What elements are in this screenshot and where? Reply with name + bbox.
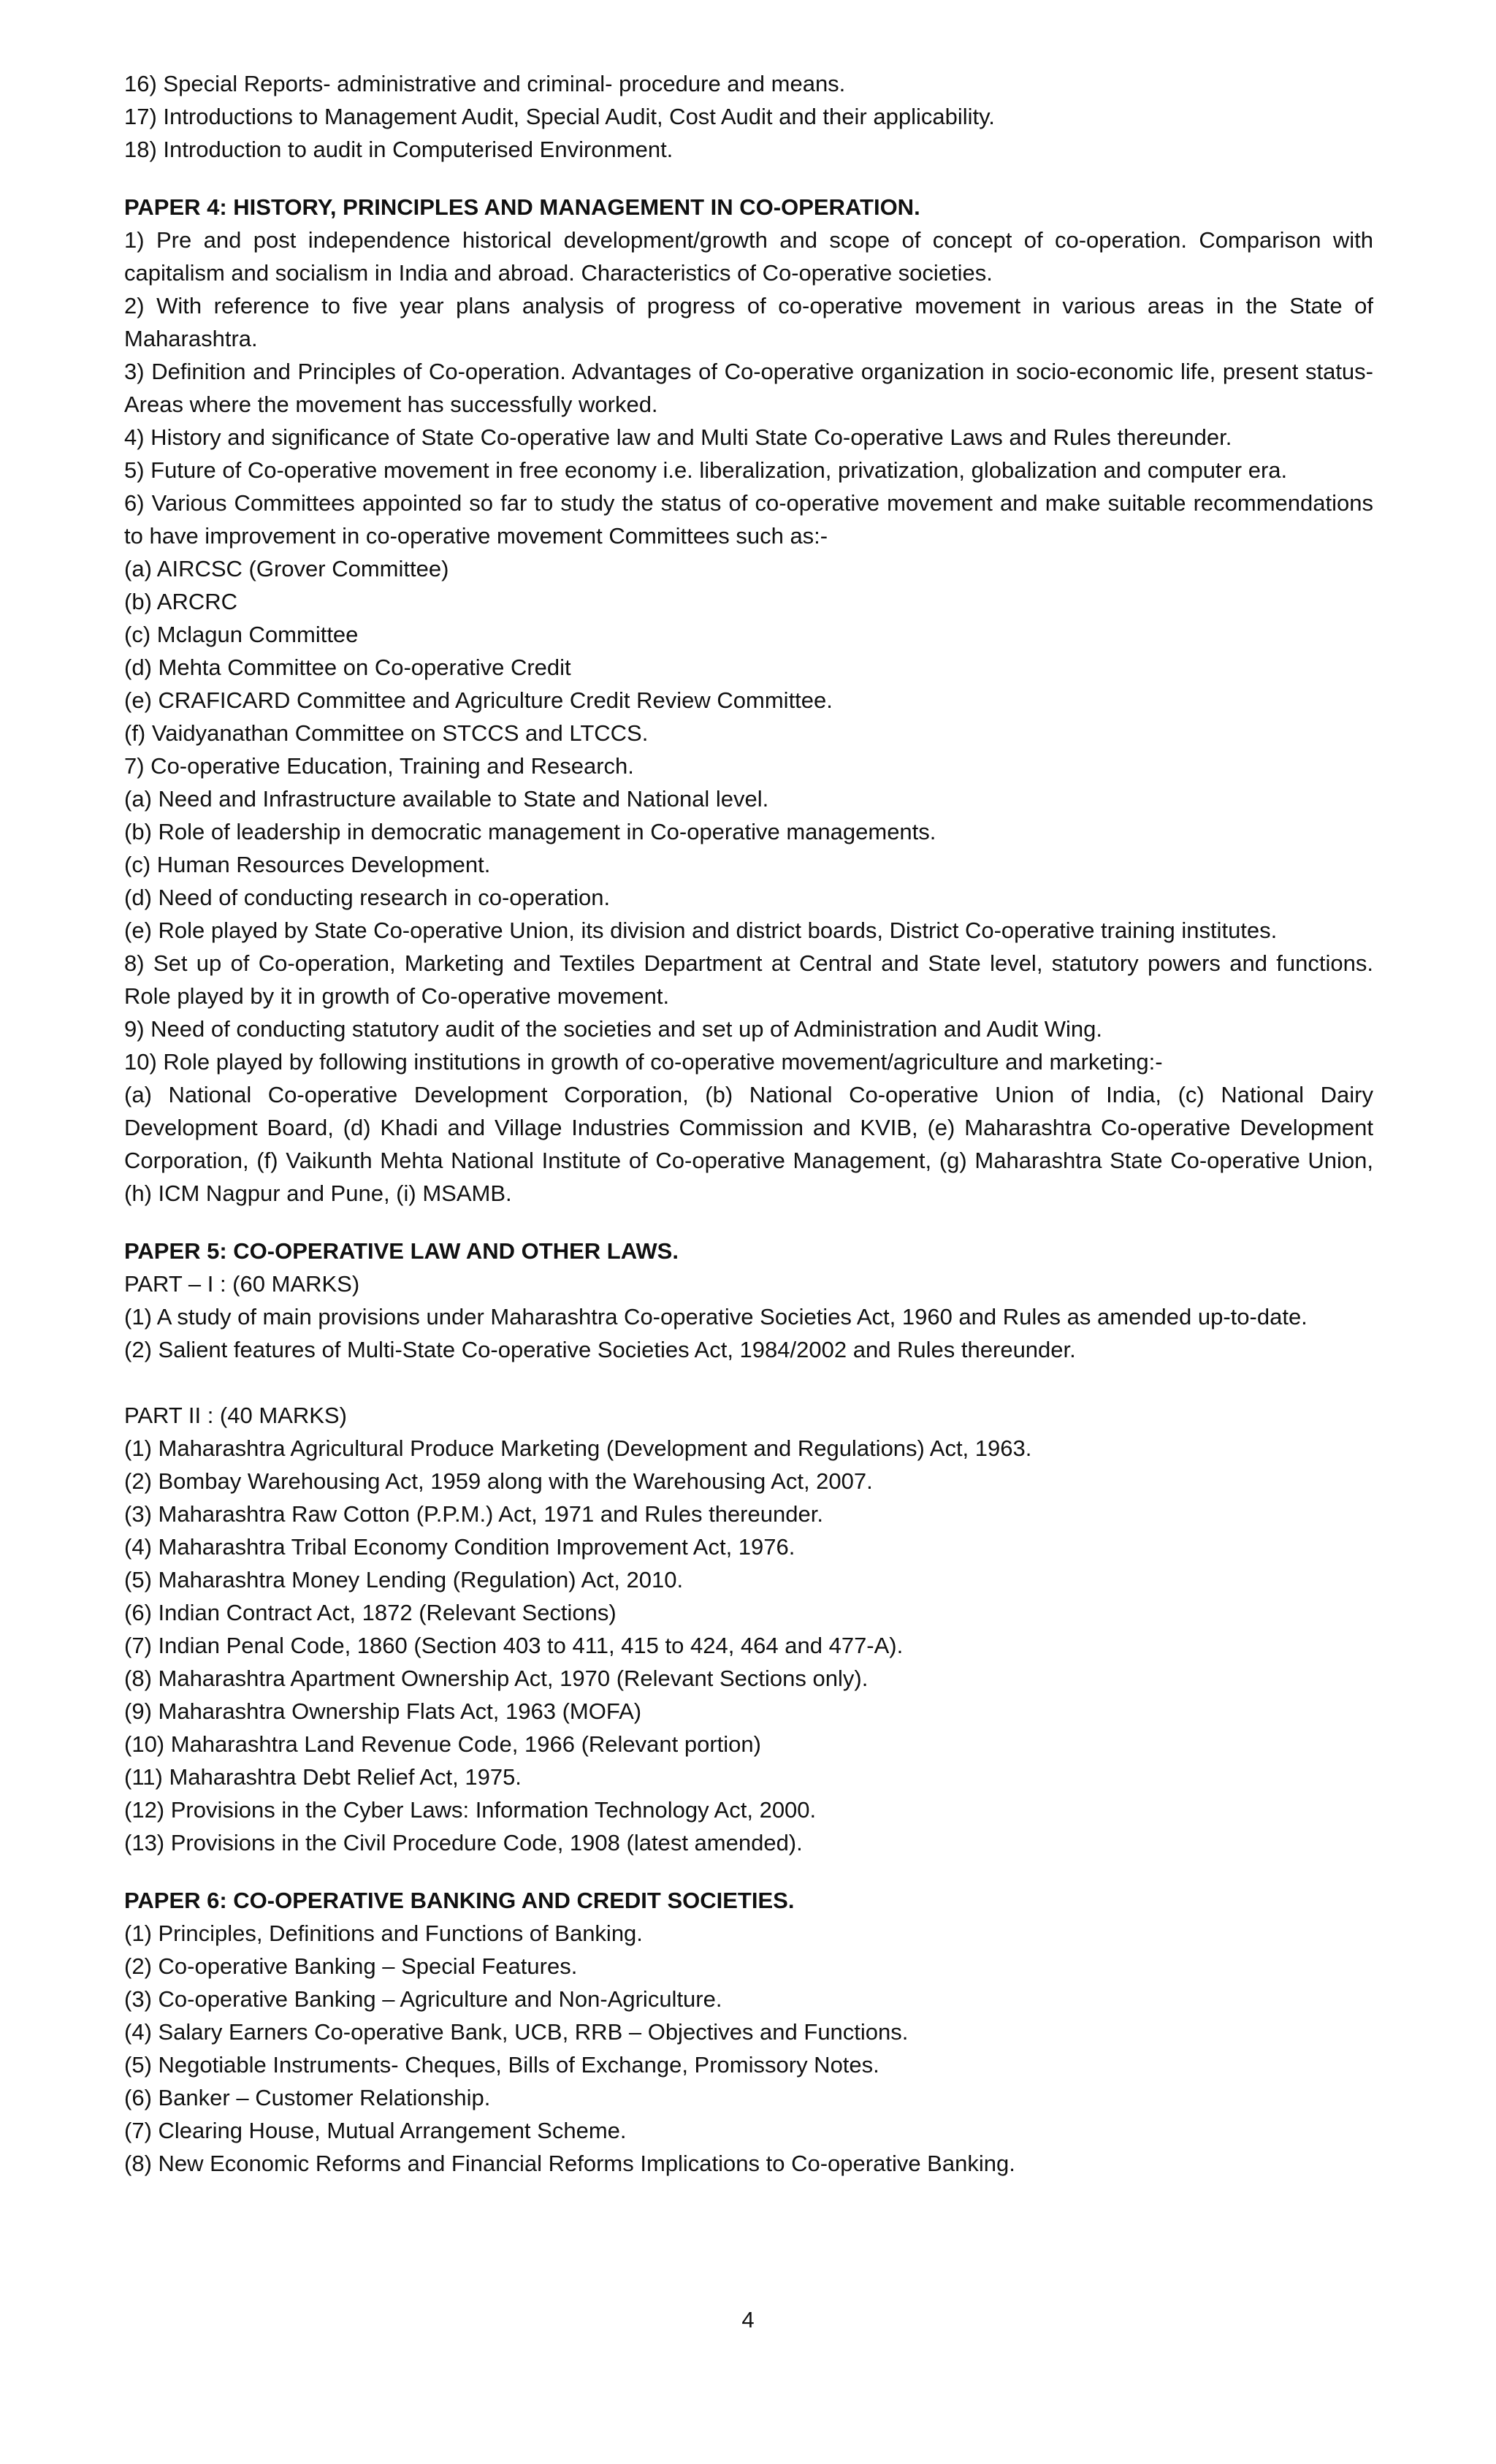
list-item: (1) A study of main provisions under Maharashtra Co-operative Societies Act, 1960 and Rules as amended up-to-date. bbox=[124, 1304, 1308, 1330]
list-item: (8) New Economic Reforms and Financial Reforms Implications to Co-operative Banking. bbox=[124, 2151, 1015, 2176]
list-item: 4) History and significance of State Co-operative law and Multi State Co-operative Laws and Rules thereunder. bbox=[124, 424, 1232, 450]
list-item: (13) Provisions in the Civil Procedure Code, 1908 (latest amended). bbox=[124, 1830, 803, 1855]
list-item: (a) AIRCSC (Grover Committee) bbox=[124, 556, 449, 581]
list-item: (7) Indian Penal Code, 1860 (Section 403 to 411, 415 to 424, 464 and 477-A). bbox=[124, 1633, 904, 1658]
document-page bbox=[124, 67, 1373, 2180]
paper4-heading: PAPER 4: HISTORY, PRINCIPLES AND MANAGEMENT IN CO-OPERATION. bbox=[124, 194, 920, 220]
list-item: 10) Role played by following institutions in growth of co-operative movement/agriculture and marketing:- bbox=[124, 1049, 1163, 1075]
paper4-section bbox=[124, 191, 1373, 1210]
list-item: 2) With reference to five year plans analysis of progress of co-operative movement in various areas in the State of Maharashtra. bbox=[124, 293, 1373, 351]
list-item: (c) Human Resources Development. bbox=[124, 852, 491, 877]
list-item: (1) Maharashtra Agricultural Produce Marketing (Development and Regulations) Act, 1963. bbox=[124, 1435, 1032, 1461]
list-item: (10) Maharashtra Land Revenue Code, 1966 (Relevant portion) bbox=[124, 1731, 761, 1757]
list-item: (f) Vaidyanathan Committee on STCCS and LTCCS. bbox=[124, 720, 649, 746]
list-item: 6) Various Committees appointed so far to study the status of co-operative movement and make suitable recommendations to have improvement in co-operative movement Committees such as:- bbox=[124, 490, 1373, 549]
list-item: (11) Maharashtra Debt Relief Act, 1975. bbox=[124, 1764, 522, 1790]
top-items-section bbox=[124, 67, 1373, 166]
paper6-section bbox=[124, 1884, 1373, 2180]
list-item: (a) Need and Infrastructure available to State and National level. bbox=[124, 786, 769, 812]
list-item: (e) CRAFICARD Committee and Agriculture Credit Review Committee. bbox=[124, 687, 833, 713]
list-item: 7) Co-operative Education, Training and Research. bbox=[124, 753, 634, 779]
list-item: 8) Set up of Co-operation, Marketing and Textiles Department at Central and State level, statutory powers and functions. Role played by it in growth of Co-operative movement. bbox=[124, 950, 1373, 1009]
list-item: (2) Salient features of Multi-State Co-operative Societies Act, 1984/2002 and Rules thereunder. bbox=[124, 1337, 1076, 1362]
list-item: (a) National Co-operative Development Corporation, (b) National Co-operative Union of India, (c) National Dairy Development Board, (d) Khadi and Village Industries Commission and KVIB, (e) Maharashtra Co-operative Development Corporation, (f) Vaikunth Mehta National Institute of Co-operative Management, (g) Maharashtra State Co-operative Union, (h) ICM Nagpur and Pune, (i) MSAMB. bbox=[124, 1082, 1373, 1206]
list-item: 1) Pre and post independence historical development/growth and scope of concept of co-operation. Comparison with capitalism and socialism in India and abroad. Characteristics of Co-operative societies. bbox=[124, 227, 1373, 286]
list-item: (5) Maharashtra Money Lending (Regulation) Act, 2010. bbox=[124, 1567, 684, 1593]
list-item: (6) Banker – Customer Relationship. bbox=[124, 2085, 491, 2110]
list-item: 9) Need of conducting statutory audit of the societies and set up of Administration and Audit Wing. bbox=[124, 1016, 1102, 1042]
paper6-heading: PAPER 6: CO-OPERATIVE BANKING AND CREDIT SOCIETIES. bbox=[124, 1888, 795, 1913]
list-item: (3) Maharashtra Raw Cotton (P.P.M.) Act, 1971 and Rules thereunder. bbox=[124, 1501, 823, 1527]
list-item: (7) Clearing House, Mutual Arrangement Scheme. bbox=[124, 2118, 627, 2143]
list-item: 5) Future of Co-operative movement in free economy i.e. liberalization, privatization, globalization and computer era. bbox=[124, 457, 1288, 483]
list-item: 17) Introductions to Management Audit, Special Audit, Cost Audit and their applicability. bbox=[124, 104, 995, 129]
list-item: (c) Mclagun Committee bbox=[124, 622, 359, 647]
list-item: (e) Role played by State Co-operative Union, its division and district boards, District Co-operative training institutes. bbox=[124, 918, 1278, 943]
list-item: (6) Indian Contract Act, 1872 (Relevant Sections) bbox=[124, 1600, 617, 1625]
list-item: (1) Principles, Definitions and Functions of Banking. bbox=[124, 1921, 643, 1946]
paper5-heading: PAPER 5: CO-OPERATIVE LAW AND OTHER LAWS. bbox=[124, 1238, 679, 1264]
list-item: (b) Role of leadership in democratic management in Co-operative managements. bbox=[124, 819, 936, 844]
list-item: (2) Bombay Warehousing Act, 1959 along with the Warehousing Act, 2007. bbox=[124, 1468, 873, 1494]
list-item: (4) Maharashtra Tribal Economy Condition Improvement Act, 1976. bbox=[124, 1534, 795, 1560]
list-item: (d) Mehta Committee on Co-operative Credit bbox=[124, 655, 571, 680]
list-item: 16) Special Reports- administrative and criminal- procedure and means. bbox=[124, 71, 846, 96]
list-item: (2) Co-operative Banking – Special Features. bbox=[124, 1953, 578, 1979]
list-item: (9) Maharashtra Ownership Flats Act, 1963 (MOFA) bbox=[124, 1698, 642, 1724]
paper5-section bbox=[124, 1235, 1373, 1859]
list-item: (8) Maharashtra Apartment Ownership Act, 1970 (Relevant Sections only). bbox=[124, 1666, 869, 1691]
list-item: 18) Introduction to audit in Computerised Environment. bbox=[124, 137, 673, 162]
list-item: (d) Need of conducting research in co-operation. bbox=[124, 885, 611, 910]
part1-title: PART – I : (60 MARKS) bbox=[124, 1271, 360, 1297]
page-number: 4 bbox=[741, 2307, 755, 2333]
list-item: (3) Co-operative Banking – Agriculture and Non-Agriculture. bbox=[124, 1986, 722, 2012]
part2-title: PART II : (40 MARKS) bbox=[124, 1403, 347, 1428]
list-item: (b) ARCRC bbox=[124, 589, 238, 614]
list-item: (4) Salary Earners Co-operative Bank, UCB, RRB – Objectives and Functions. bbox=[124, 2019, 909, 2045]
list-item: 3) Definition and Principles of Co-operation. Advantages of Co-operative organization in socio-economic life, present status- Areas where the movement has successfully worked. bbox=[124, 359, 1373, 417]
list-item: (12) Provisions in the Cyber Laws: Information Technology Act, 2000. bbox=[124, 1797, 817, 1823]
list-item: (5) Negotiable Instruments- Cheques, Bills of Exchange, Promissory Notes. bbox=[124, 2052, 879, 2078]
